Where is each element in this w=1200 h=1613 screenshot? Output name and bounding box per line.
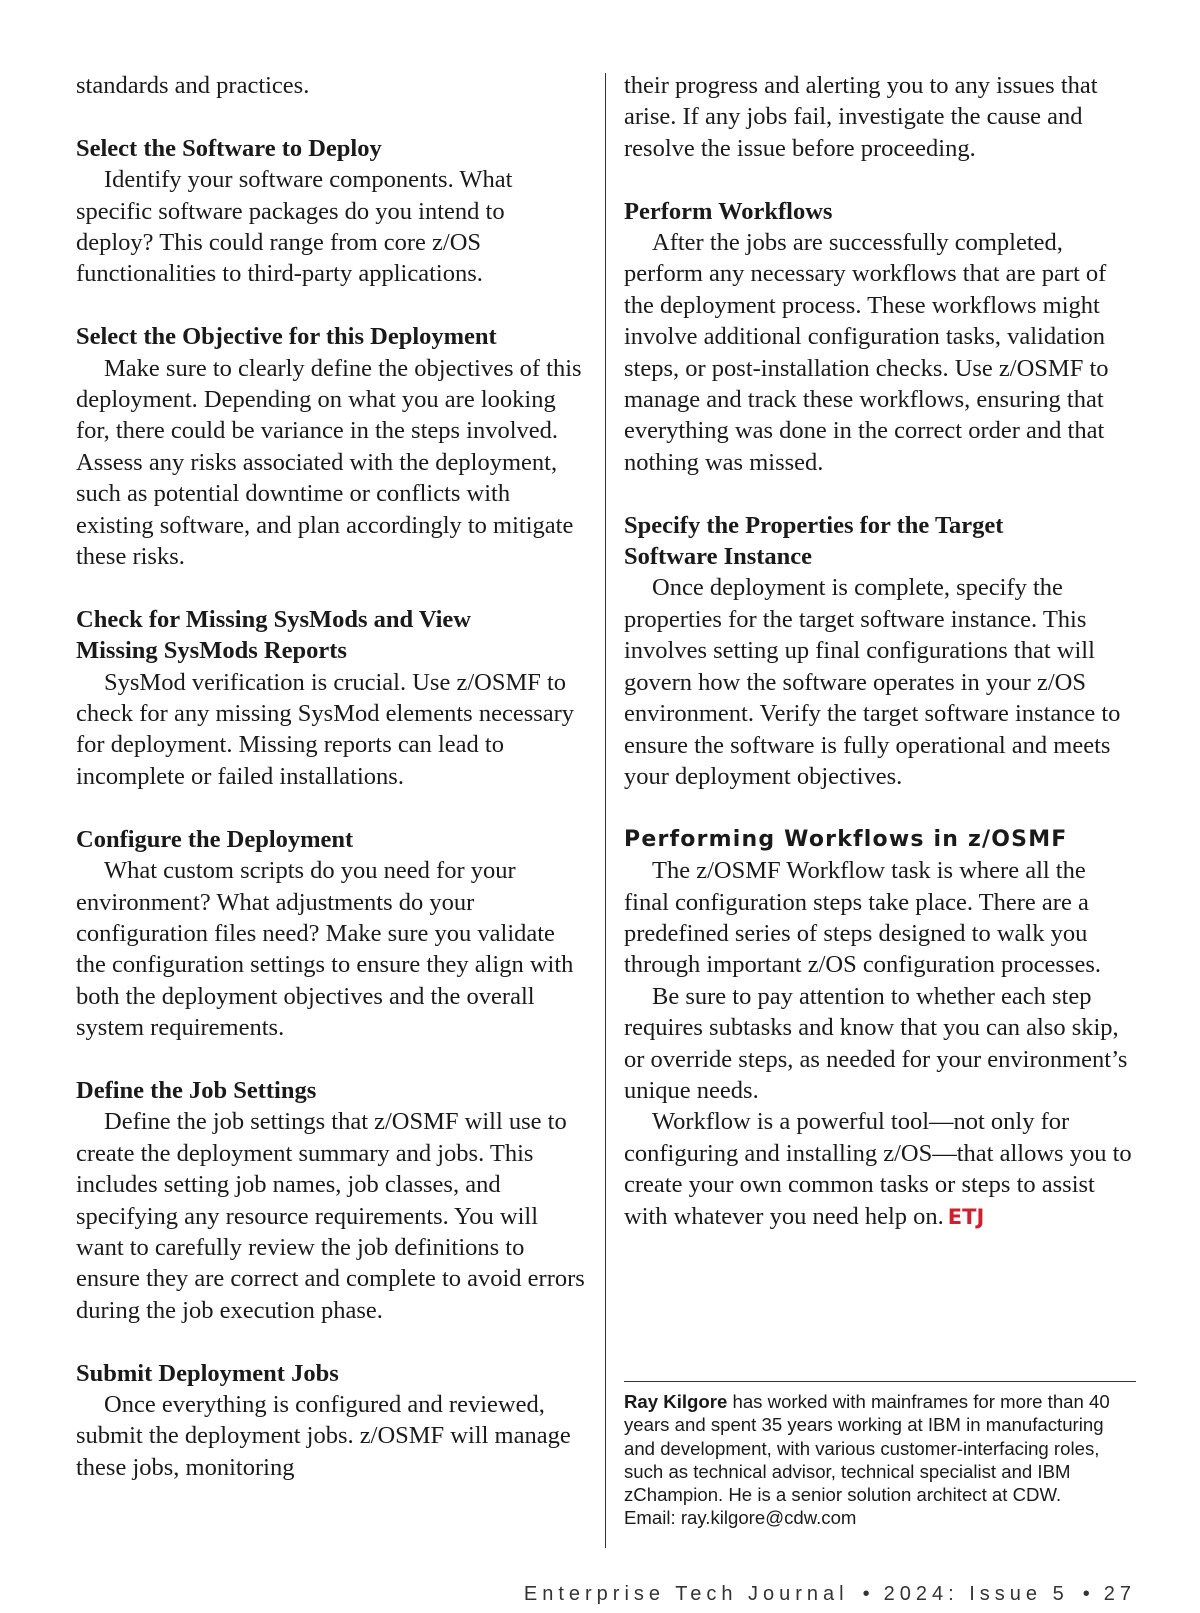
- footer-page-number: 27: [1103, 1583, 1136, 1605]
- section-select-objective: [76, 321, 588, 572]
- section-configure-deployment: [76, 824, 588, 1044]
- section-body: Identify your software components. What specific software packages do you intend to deploy? This could range from core z/OS functionalities to third-party applications.: [76, 166, 513, 288]
- footer-separator: •: [1082, 1583, 1090, 1605]
- intro-fragment: standards and practices.: [76, 72, 310, 99]
- page-footer: [524, 1583, 1136, 1606]
- section-heading: Select the Objective for this Deployment: [76, 323, 497, 351]
- author-bio: [624, 1390, 1136, 1530]
- section-body: Once deployment is complete, specify the properties for the target software instance. This involves setting up final configurations that will govern how the software operates in your z/OS environment. Verify the target software instance to ensure the software is fully operational and meets your deployment objectives.: [624, 574, 1121, 790]
- section-heading: Check for Missing SysMods and View Missing SysMods Reports: [76, 605, 472, 665]
- section-body: What custom scripts do you need for your environment? What adjustments do your configuration files need? Make sure you validate the configuration settings to ensure they align with both the deployment objectives and the overall system requirements.: [76, 857, 574, 1042]
- section-body: Once everything is configured and reviewed, submit the deployment jobs. z/OSMF will manage these jobs, monitoring: [76, 1390, 571, 1481]
- author-bio-text: has worked with mainframes for more than 40 years and spent 35 years working at IBM in manufacturing and development, with various customer-interfacing roles, such as technical advisor, technical specialist and IBM zChampion. He is a senior solution architect at CDW.: [624, 1391, 1110, 1506]
- section-heading: Specify the Properties for the Target Software Instance: [624, 511, 1004, 571]
- section-heading: Define the Job Settings: [76, 1076, 317, 1104]
- section-missing-sysmods: [76, 604, 588, 792]
- section-body: Make sure to clearly define the objectives of this deployment. Depending on what you are looking for, there could be variance in the steps involved. Assess any risks associated with the deployment, such as potential downtime or conflicts with existing software, and plan accordingly to mitigate these risks.: [76, 354, 582, 571]
- footer-issue: 2024: Issue 5: [883, 1583, 1069, 1605]
- section-heading: Submit Deployment Jobs: [76, 1359, 339, 1387]
- section-job-settings: [76, 1075, 588, 1326]
- section-heading: Configure the Deployment: [76, 825, 354, 853]
- column-divider: [605, 73, 606, 1548]
- subhead-heading: Performing Workflows in z/OSMF: [624, 826, 1068, 852]
- author-name: Ray Kilgore: [624, 1391, 728, 1412]
- section-body: SysMod verification is crucial. Use z/OSMF to check for any missing SysMod elements necessary for deployment. Missing reports can lead to incomplete or failed installations.: [76, 668, 575, 790]
- section-target-properties: [624, 510, 1136, 793]
- author-email[interactable]: Email: ray.kilgore@cdw.com: [624, 1507, 857, 1529]
- section-body: After the jobs are successfully completed, perform any necessary workflows that are part of the deployment process. These workflows might involve additional configuration tasks, validation steps, or post-installation checks. Use z/OSMF to manage and track these workflows, ensuring that everything was done in the correct order and that nothing was missed.: [624, 229, 1109, 476]
- right-column: [624, 70, 1136, 1233]
- etj-end-mark: ETJ: [947, 1204, 985, 1229]
- section-body: Define the job settings that z/OSMF will use to create the deployment summary and jobs. This includes setting job names, job classes, and specifying any resource requirements. You will want to carefully review the job definitions to ensure they are correct and complete to avoid errors during the job execution phase.: [76, 1108, 585, 1324]
- section-perform-workflows: [624, 196, 1136, 479]
- section-submit-jobs: [76, 1358, 588, 1484]
- subhead-paragraph: Be sure to pay attention to whether each step requires subtasks and know that you can also skip, or override steps, as needed for your environment’s unique needs.: [624, 982, 1128, 1104]
- section-heading: Perform Workflows: [624, 197, 833, 225]
- left-column: [76, 70, 588, 1483]
- subhead-paragraph: The z/OSMF Workflow task is where all the final configuration steps take place. There are a predefined series of steps designed to walk you through important z/OS configuration processes.: [624, 857, 1101, 979]
- subhead-paragraph: Workflow is a powerful tool—not only for configuring and installing z/OS—that allows you to create your own common tasks or steps to assist with whatever you need help on. ETJ: [624, 1108, 1132, 1230]
- footer-publication: Enterprise Tech Journal: [523, 1583, 849, 1605]
- intro-fragment: their progress and alerting you to any issues that arise. If any jobs fail, investigate the cause and resolve the issue before proceeding.: [624, 72, 1098, 162]
- section-select-software: [76, 133, 588, 290]
- footer-separator: •: [862, 1583, 870, 1605]
- subhead-performing-workflows: [624, 824, 1136, 1233]
- bio-rule: [624, 1381, 1136, 1382]
- section-heading: Select the Software to Deploy: [76, 134, 382, 162]
